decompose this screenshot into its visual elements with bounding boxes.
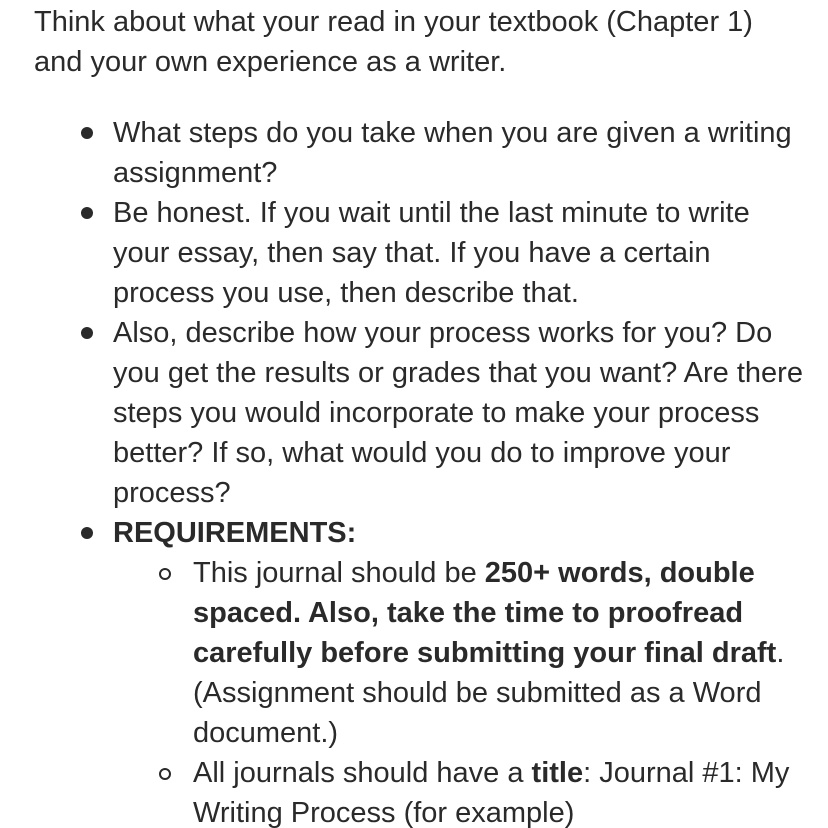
hollow-bullet-icon bbox=[159, 768, 171, 780]
requirements-item bbox=[0, 513, 803, 828]
hollow-bullet-icon bbox=[159, 568, 171, 580]
bullet-icon bbox=[81, 527, 93, 539]
list-item bbox=[0, 193, 803, 313]
bullet-icon bbox=[81, 207, 93, 219]
requirement-text: All journals should have a bbox=[193, 757, 532, 789]
requirements-heading: REQUIREMENTS: bbox=[113, 517, 357, 549]
requirements-list bbox=[113, 553, 803, 828]
bullet-icon bbox=[81, 327, 93, 339]
list-item-text: Be honest. If you wait until the last minute to write your essay, then say that. If you have a certain process you use, then describe that. bbox=[113, 197, 750, 309]
requirement-bold-text: 250+ words, double spaced. Also, take the time to proofread carefully before submitting your final draft bbox=[193, 557, 777, 669]
requirement-title bbox=[113, 753, 797, 828]
list-item bbox=[0, 113, 803, 193]
list-item-text: What steps do you take when you are given a writing assignment? bbox=[113, 117, 792, 189]
bullet-icon bbox=[81, 127, 93, 139]
requirement-bold-text: title bbox=[531, 757, 584, 789]
requirement-text: This journal should be bbox=[193, 557, 485, 589]
requirement-text: : Journal #1: My Writing Process (for example) bbox=[193, 757, 790, 828]
list-item-text: Also, describe how your process works for you? Do you get the results or grades that you want? Are there steps you would incorporate to make your process better? If so, what would you do to improve your process? bbox=[113, 317, 803, 509]
requirement-length bbox=[113, 553, 797, 753]
intro-paragraph: Think about what your read in your textbook (Chapter 1) and your own experience as a writer. bbox=[34, 6, 753, 78]
instruction-list bbox=[0, 113, 828, 828]
list-item bbox=[0, 313, 803, 513]
requirement-text: . (Assignment should be submitted as a Word document.) bbox=[193, 637, 785, 749]
assignment-document bbox=[0, 2, 828, 828]
